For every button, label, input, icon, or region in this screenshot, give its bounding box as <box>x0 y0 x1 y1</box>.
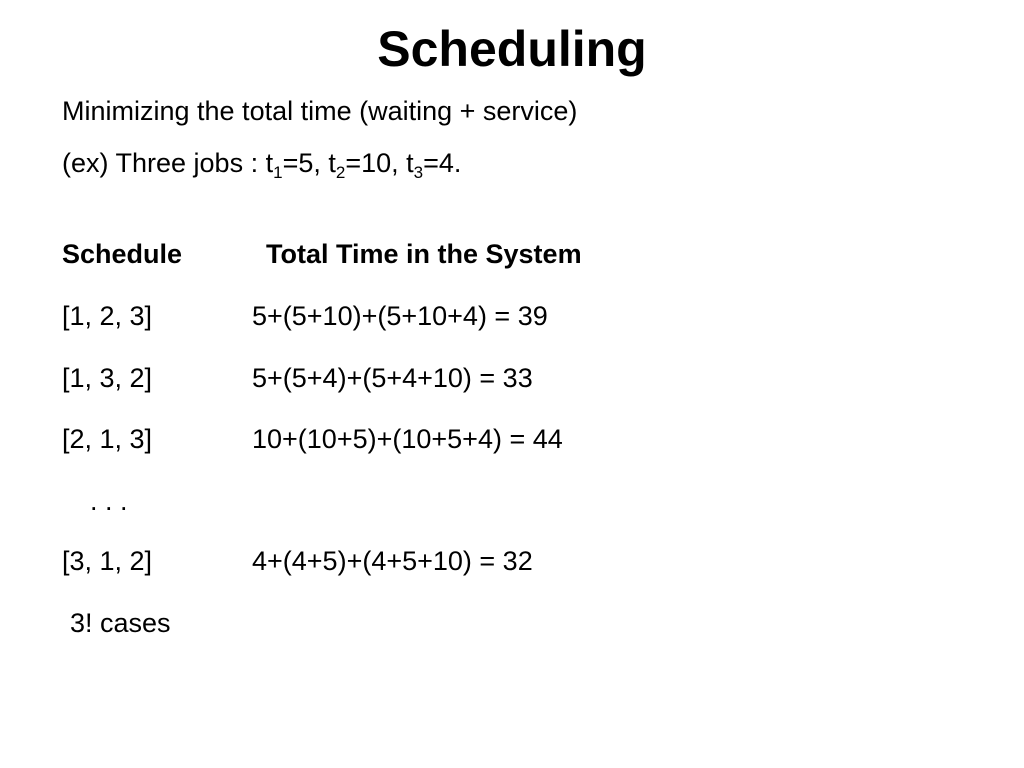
slide-title: Scheduling <box>377 21 647 77</box>
example-sub-1: 1 <box>273 163 283 182</box>
intro-text: Minimizing the total time (waiting + service) <box>62 96 578 126</box>
last-row-schedule: [3, 1, 2] <box>62 546 153 576</box>
example-value-2: =10, t <box>345 148 414 178</box>
row-schedule: [1, 2, 3] <box>62 301 153 331</box>
example-sub-2: 2 <box>335 163 346 182</box>
ellipsis: . . . <box>90 486 128 516</box>
row-total: 5+(5+10)+(5+10+4) = 39 <box>252 301 548 331</box>
row-total: 10+(10+5)+(10+5+4) = 44 <box>252 424 563 454</box>
last-row-total: 4+(4+5)+(4+5+10) = 32 <box>252 546 533 576</box>
header-total-time: Total Time in the System <box>266 239 582 269</box>
header-schedule: Schedule <box>62 239 183 269</box>
example-value-1: =5, t <box>282 148 336 178</box>
row-total: 5+(5+4)+(5+4+10) = 33 <box>252 363 533 393</box>
row-schedule: [2, 1, 3] <box>62 424 153 454</box>
row-schedule: [1, 3, 2] <box>62 363 153 393</box>
example-prefix: (ex) Three jobs : t <box>62 148 274 178</box>
example-sub-3: 3 <box>413 163 424 182</box>
cases-text: 3! cases <box>70 608 171 638</box>
example-text <box>62 145 461 181</box>
example-value-3: =4. <box>423 148 462 178</box>
